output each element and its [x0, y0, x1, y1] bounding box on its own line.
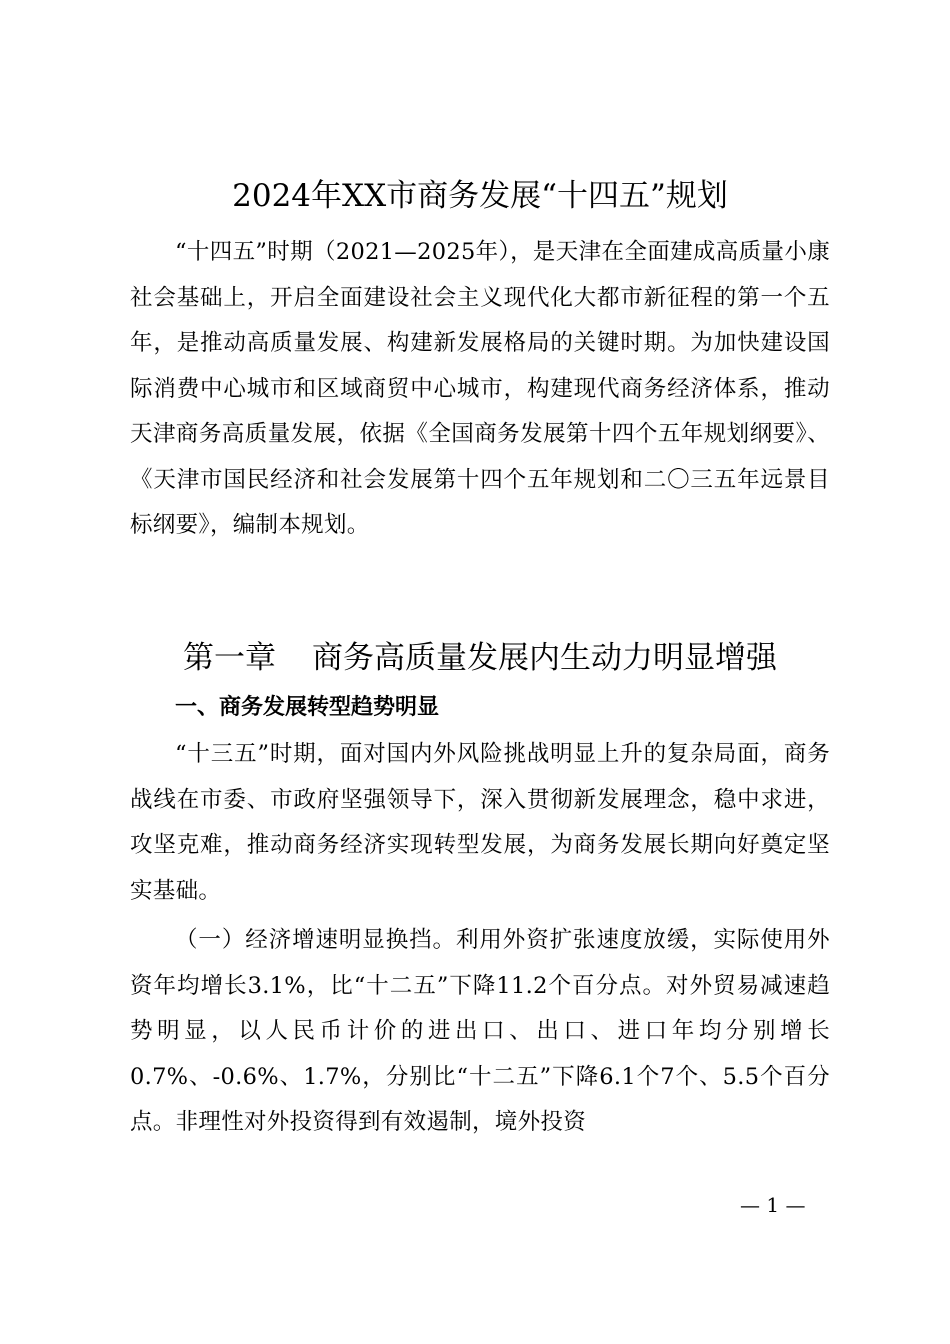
section-heading: 一、商务发展转型趋势明显	[175, 695, 440, 720]
chapter-title	[130, 636, 830, 680]
document-title: 2024年XX市商务发展“十四五”规划	[232, 178, 728, 214]
subsection-paragraph	[130, 918, 830, 1146]
chapter-number: 第一章	[183, 640, 276, 676]
section-paragraph: “十三五”时期，面对国内外风险挑战明显上升的复杂局面，商务战线在市委、市政府坚强领导下，深入贯彻新发展理念，稳中求进，攻坚克难，推动商务经济实现转型发展，为商务发展长期向好奠定坚实基础。	[130, 741, 830, 904]
subsection-text: 利用外资扩张速度放缓，实际使用外资年均增长3.1%，比“十二五”下降11.2个百分点。对外贸易减速趋势明显，以人民币计价的进出口、出口、进口年均分别增长0.7%、-0.6%、1.7%，分别比“十二五”下降6.1个7个、5.5个百分点。非理性对外投资得到有效遏制，境外投资	[130, 927, 830, 1135]
page-number: — 1 —	[740, 1193, 806, 1217]
chapter-name: 商务高质量发展内生动力明显增强	[312, 640, 777, 676]
intro-paragraph: “十四五”时期（2021—2025年），是天津在全面建成高质量小康社会基础上，开启全面建设社会主义现代化大都市新征程的第一个五年，是推动高质量发展、构建新发展格局的关键时期。为加快建设国际消费中心城市和区域商贸中心城市，构建现代商务经济体系，推动天津商务高质量发展，依据《全国商务发展第十四个五年规划纲要》、《天津市国民经济和社会发展第十四个五年规划和二〇三五年远景目标纲要》，编制本规划。	[130, 239, 830, 538]
subsection-heading: （一）经济增速明显换挡。	[175, 927, 456, 953]
